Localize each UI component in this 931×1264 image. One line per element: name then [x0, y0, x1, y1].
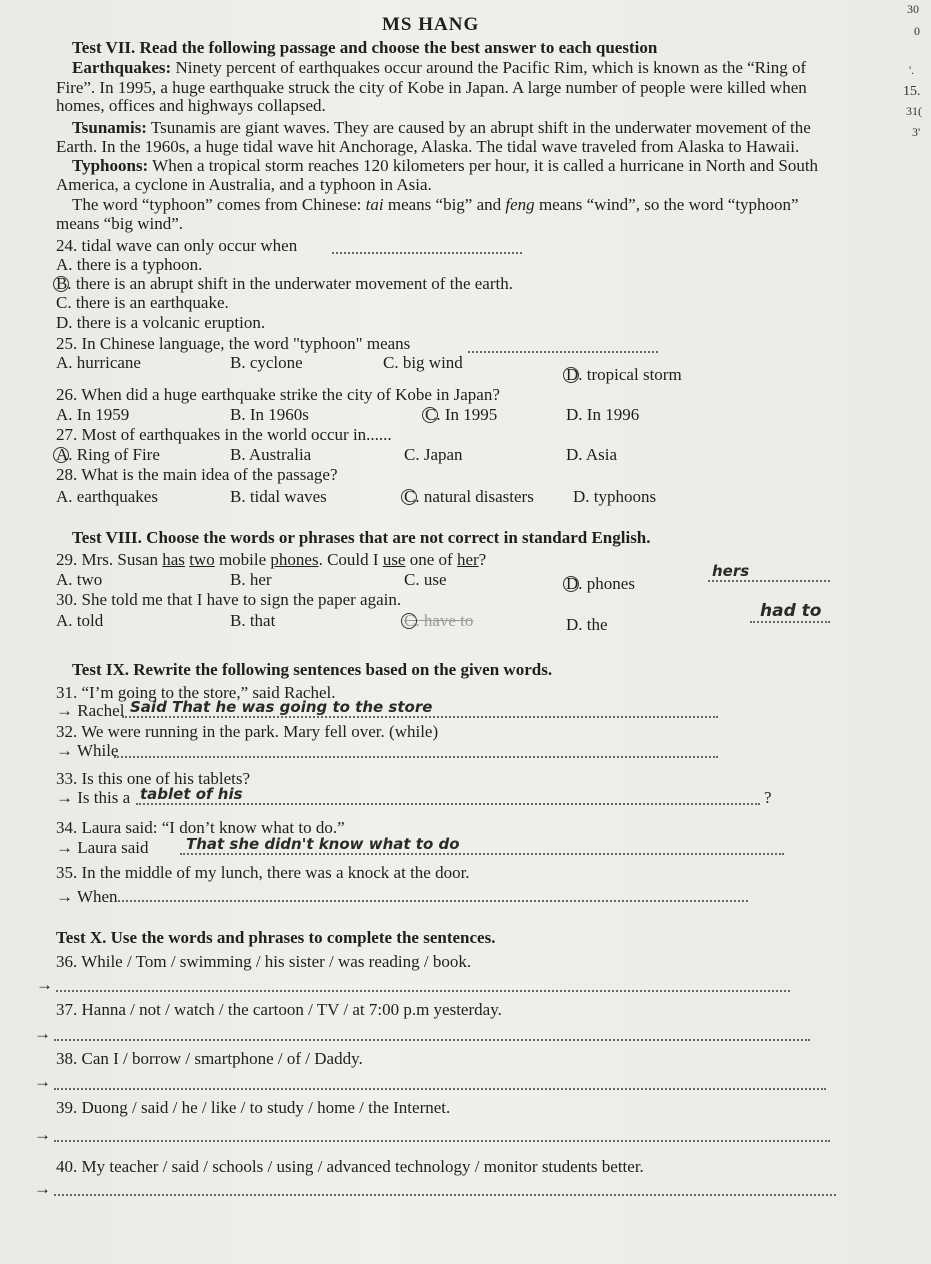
question-38: 38. Can I / borrow / smartphone / of / Daddy. [56, 1049, 363, 1068]
option[interactable]: A. told [56, 611, 104, 630]
question-33: 33. Is this one of his tablets? [56, 769, 251, 788]
answer-blank[interactable] [708, 580, 830, 582]
option[interactable]: B. that [230, 611, 276, 630]
passage-text: When a tropical storm reaches 120 kilometers per hour, it is called a hurricane in North and South [148, 156, 819, 175]
passage-line: Earth. In the 1960s, a huge tidal wave hit Anchorage, Alaska. The tidal wave traveled from Alaska to Hawaii. [56, 137, 800, 156]
option-label: B. there is an abrupt shift in the underwater movement of the earth. [56, 274, 513, 293]
answer-circle-icon [401, 489, 417, 505]
underlined-word: phones [270, 550, 319, 569]
answer-circle-icon [563, 576, 579, 592]
question-text: 29. Mrs. Susan [56, 550, 163, 569]
underlined-word: has [162, 550, 185, 569]
passage-text: feng [505, 195, 535, 214]
underlined-word: two [189, 550, 215, 569]
option-selected[interactable] [566, 574, 635, 594]
option-label: C. In 1995 [425, 405, 498, 424]
test8-heading: Test VIII. Choose the words or phrases that are not correct in standard English. [72, 528, 651, 547]
question-text: one of [405, 550, 457, 569]
option[interactable]: A. hurricane [56, 353, 141, 372]
question-text: ? [478, 550, 487, 569]
option[interactable]: B. Australia [230, 445, 312, 464]
arrow: → [34, 1179, 51, 1198]
option[interactable]: D. Asia [566, 445, 617, 464]
option[interactable]: B. tidal waves [230, 487, 327, 506]
answer-line[interactable] [136, 803, 760, 805]
corner-mark-2: 0 [914, 24, 920, 38]
arrow: → [34, 1024, 51, 1043]
passage-line: Fire”. In 1995, a huge earthquake struck the city of Kobe in Japan. A large number of people were killed when [56, 78, 807, 97]
option[interactable]: C. use [404, 570, 447, 589]
passage-text: The word “typhoon” comes from Chinese: [72, 195, 366, 214]
answer-line[interactable] [54, 1194, 836, 1196]
question-34: 34. Laura said: “I don’t know what to do.” [56, 818, 345, 837]
option-selected[interactable] [56, 274, 513, 294]
answer-line[interactable] [54, 1088, 826, 1090]
option-label: C. have to [404, 611, 474, 630]
passage-line: homes, offices and highways collapsed. [56, 96, 326, 115]
answer-circle-icon [563, 367, 579, 383]
edge-mark: 3' [912, 125, 921, 139]
option[interactable]: D. there is a volcanic eruption. [56, 313, 266, 332]
passage-text: means “wind”, so the word “typhoon” [534, 195, 799, 214]
answer-line[interactable] [118, 900, 748, 902]
passage-line: America, a cyclone in Australia, and a typhoon in Asia. [56, 175, 432, 194]
edge-mark: 31( [906, 104, 922, 118]
question-31: 31. “I’m going to the store,” said Rachel. [56, 683, 336, 702]
question-27: 27. Most of earthquakes in the world occur in...... [56, 425, 392, 444]
answer-circle-icon [53, 447, 69, 463]
question-40: 40. My teacher / said / schools / using / advanced technology / monitor students better. [56, 1157, 644, 1176]
underlined-word: her [456, 550, 479, 569]
question-28: 28. What is the main idea of the passage? [56, 465, 338, 484]
arrow: → [34, 1125, 51, 1144]
option-selected[interactable] [566, 365, 682, 385]
question-26: 26. When did a huge earthquake strike the city of Kobe in Japan? [56, 385, 500, 404]
option[interactable]: D. typhoons [573, 487, 657, 506]
handwritten-answer: Said That he was going to the store [130, 698, 433, 716]
passage-text: means “big” and [383, 195, 506, 214]
test10-heading: Test X. Use the words and phrases to complete the sentences. [56, 928, 496, 947]
question-text: . Could I [318, 550, 383, 569]
option[interactable]: C. big wind [383, 353, 463, 372]
question-36: 36. While / Tom / swimming / his sister / was reading / book. [56, 952, 472, 971]
option[interactable]: C. there is an earthquake. [56, 293, 229, 312]
option[interactable]: B. cyclone [230, 353, 303, 372]
passage-text: Tsunamis are giant waves. They are caused by an abrupt shift in the underwater movement of the [146, 118, 811, 137]
question-29 [56, 550, 486, 570]
handwritten-answer: hers [712, 562, 750, 580]
handwritten-answer: tablet of his [140, 785, 243, 803]
passage-line: means “big wind”. [56, 214, 183, 233]
option[interactable]: A. two [56, 570, 103, 589]
question-37: 37. Hanna / not / watch / the cartoon / TV / at 7:00 p.m yesterday. [56, 1000, 502, 1019]
page-title: MS HANG [382, 14, 480, 35]
passage-line [72, 118, 811, 138]
corner-mark: 30 [907, 2, 919, 16]
arrow: → [36, 975, 53, 994]
answer-line[interactable] [54, 1039, 810, 1041]
option-label: D. tropical storm [566, 365, 682, 384]
answer-blank[interactable] [468, 351, 658, 353]
paragraph-label: Earthquakes: [72, 58, 172, 77]
answer-blank[interactable] [332, 252, 522, 254]
answer-line[interactable] [114, 756, 718, 758]
answer-line[interactable] [56, 990, 790, 992]
question-39: 39. Duong / said / he / like / to study / home / the Internet. [56, 1098, 451, 1117]
answer-blank[interactable] [750, 621, 830, 623]
passage-line [72, 195, 799, 215]
passage-line [72, 156, 818, 176]
answer-lead: → When [56, 887, 118, 906]
test7-heading: Test VII. Read the following passage and choose the best answer to each question [72, 38, 658, 57]
paragraph-label: Typhoons: [72, 156, 149, 175]
answer-circle-icon [401, 613, 417, 629]
arrow: → [34, 1072, 51, 1091]
option[interactable]: B. In 1960s [230, 405, 309, 424]
question-mark: ? [764, 788, 772, 807]
handwritten-answer: That she didn't know what to do [186, 835, 460, 853]
option-label: C. natural disasters [404, 487, 534, 506]
option-selected[interactable] [404, 487, 534, 507]
answer-line[interactable] [180, 853, 784, 855]
option[interactable]: A. there is a typhoon. [56, 255, 203, 274]
option[interactable]: C. Japan [404, 445, 463, 464]
option[interactable]: D. the [566, 615, 608, 634]
answer-circle-icon [53, 276, 69, 292]
answer-lead: → Laura said [56, 838, 149, 857]
option[interactable]: D. In 1996 [566, 405, 640, 424]
answer-line[interactable] [122, 716, 718, 718]
option[interactable]: B. her [230, 570, 272, 589]
question-32: 32. We were running in the park. Mary fell over. (while) [56, 722, 439, 741]
option[interactable]: A. earthquakes [56, 487, 158, 506]
answer-circle-icon [422, 407, 438, 423]
answer-lead: → While [56, 741, 119, 760]
edge-mark: 15. [903, 84, 921, 99]
answer-lead: → Is this a [56, 788, 131, 807]
option[interactable]: A. In 1959 [56, 405, 130, 424]
test9-heading: Test IX. Rewrite the following sentences based on the given words. [72, 660, 553, 679]
answer-lead: → Rachel [56, 701, 125, 720]
option-selected[interactable] [404, 611, 473, 631]
option-label: D. phones [566, 574, 635, 593]
passage-line [72, 58, 806, 78]
option-label: A. Ring of Fire [56, 445, 160, 464]
question-35: 35. In the middle of my lunch, there was a knock at the door. [56, 863, 470, 882]
underlined-word: use [382, 550, 406, 569]
passage-text: Ninety percent of earthquakes occur around the Pacific Rim, which is known as the “Ring of [171, 58, 807, 77]
question-text: mobile [214, 550, 271, 569]
question-25: 25. In Chinese language, the word "typhoon" means [56, 334, 411, 353]
handwritten-answer: had to [760, 601, 822, 621]
question-24: 24. tidal wave can only occur when [56, 236, 298, 255]
paragraph-label: Tsunamis: [72, 118, 147, 137]
edge-mark: '. [909, 63, 915, 77]
passage-text: tai [365, 195, 384, 214]
option-selected[interactable] [425, 405, 497, 425]
question-30: 30. She told me that I have to sign the paper again. [56, 590, 402, 609]
option-selected[interactable] [56, 445, 160, 465]
answer-line[interactable] [54, 1140, 830, 1142]
